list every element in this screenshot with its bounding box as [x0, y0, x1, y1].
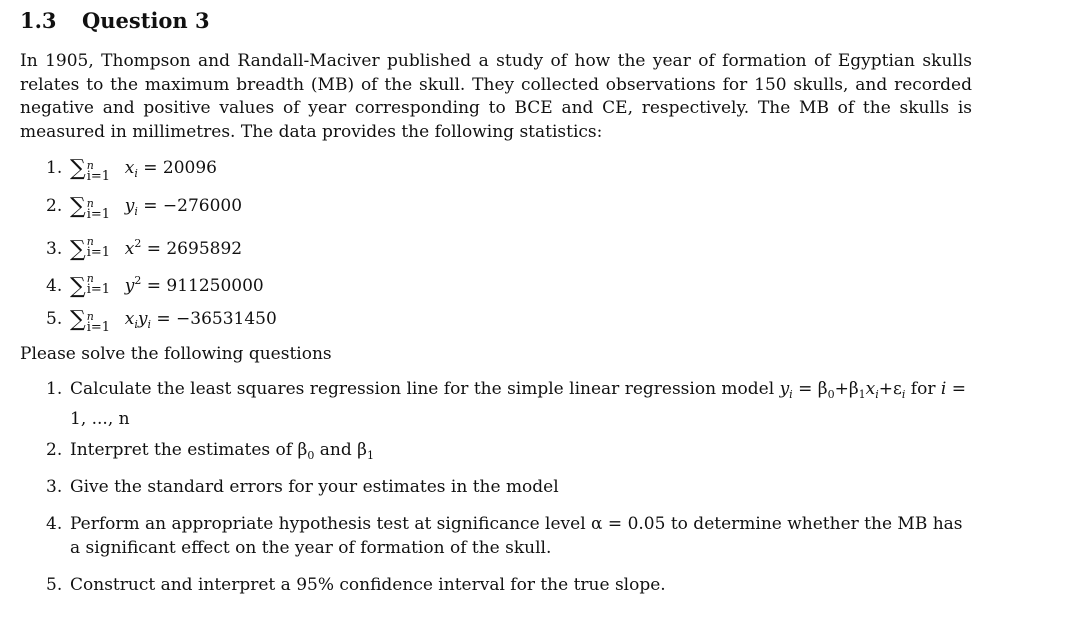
- statistic-value: = −36531450: [156, 309, 277, 329]
- question-text: Perform an appropriate hypothesis test at significance level α = 0.05 to determine whether the MB has a significant effect on the year of formation of the skull.: [70, 514, 963, 558]
- question-text: Calculate the least squares regression line for the simple linear regression model $y_i = \beta_0+\beta_1x_i+\varepsilon_i$ for i = 1, ..., n: [70, 379, 966, 429]
- list-number: 4.: [46, 514, 63, 534]
- list-number: 3.: [46, 477, 63, 497]
- section-title: Question 3: [82, 8, 210, 33]
- question-item: [46, 512, 972, 560]
- question-text: Construct and interpret a 95% confidence interval for the true slope.: [70, 575, 666, 595]
- sum-symbol: ∑: [70, 156, 86, 181]
- list-number: 3.: [46, 239, 63, 259]
- list-number: 4.: [46, 276, 63, 296]
- list-number: 1.: [46, 158, 63, 178]
- questions-lead: Please solve the following questions: [20, 344, 332, 364]
- question-text: Give the standard errors for your estimates in the model: [70, 477, 559, 497]
- statistic-item: 5. ∑ n i=1 $x_iy_i = -36531450$: [46, 307, 277, 335]
- sum-symbol: ∑: [70, 307, 86, 332]
- sum-symbol: ∑: [70, 237, 86, 262]
- statistic-item: 4. ∑ n i=1 $y^2 = 911250000$: [46, 269, 264, 299]
- question-item: [46, 438, 972, 468]
- statistic-item: 2. ∑ n i=1 $y_i = -276000$: [46, 194, 243, 222]
- question-item: [46, 377, 972, 431]
- list-number: 5.: [46, 309, 63, 329]
- section-number: 1.3: [20, 8, 57, 33]
- list-number: 1.: [46, 379, 63, 399]
- statistic-item: 3. ∑ n i=1 $x^2 = 2695892$: [46, 232, 242, 262]
- sum-limits: n i=1: [86, 235, 111, 260]
- sum-limits: n i=1: [86, 310, 111, 335]
- sum-symbol: ∑: [70, 274, 86, 299]
- intro-paragraph: In 1905, Thompson and Randall-Maciver published a study of how the year of formation of Egyptian skulls relates to the maximum breadth (MB) of the skull. They collected observations for 150 skulls, and recorded negative and positive values of year corresponding to BCE and CE, respectively. The MB of the skulls is measured in millimetres. The data provides the following statistics:: [20, 51, 972, 142]
- question-text: Interpret the estimates of $\beta_0$ and $\beta_1$: [70, 440, 374, 462]
- question-item: [46, 475, 972, 499]
- sum-limits: n i=1: [86, 159, 111, 184]
- statistic-value: = 2695892: [146, 239, 243, 259]
- section-heading: [20, 8, 210, 33]
- list-number: 5.: [46, 575, 63, 595]
- statistic-value: = −276000: [143, 196, 243, 216]
- list-number: 2.: [46, 196, 63, 216]
- question-item: [46, 573, 972, 597]
- sum-limits: n i=1: [86, 272, 111, 297]
- list-number: 2.: [46, 440, 63, 460]
- sum-symbol: ∑: [70, 194, 86, 219]
- sum-limits: n i=1: [86, 197, 111, 222]
- statistic-item: 1. ∑ n i=1 $x_i = 20096$: [46, 156, 217, 184]
- statistic-value: = 20096: [143, 158, 217, 178]
- statistic-value: = 911250000: [146, 276, 264, 296]
